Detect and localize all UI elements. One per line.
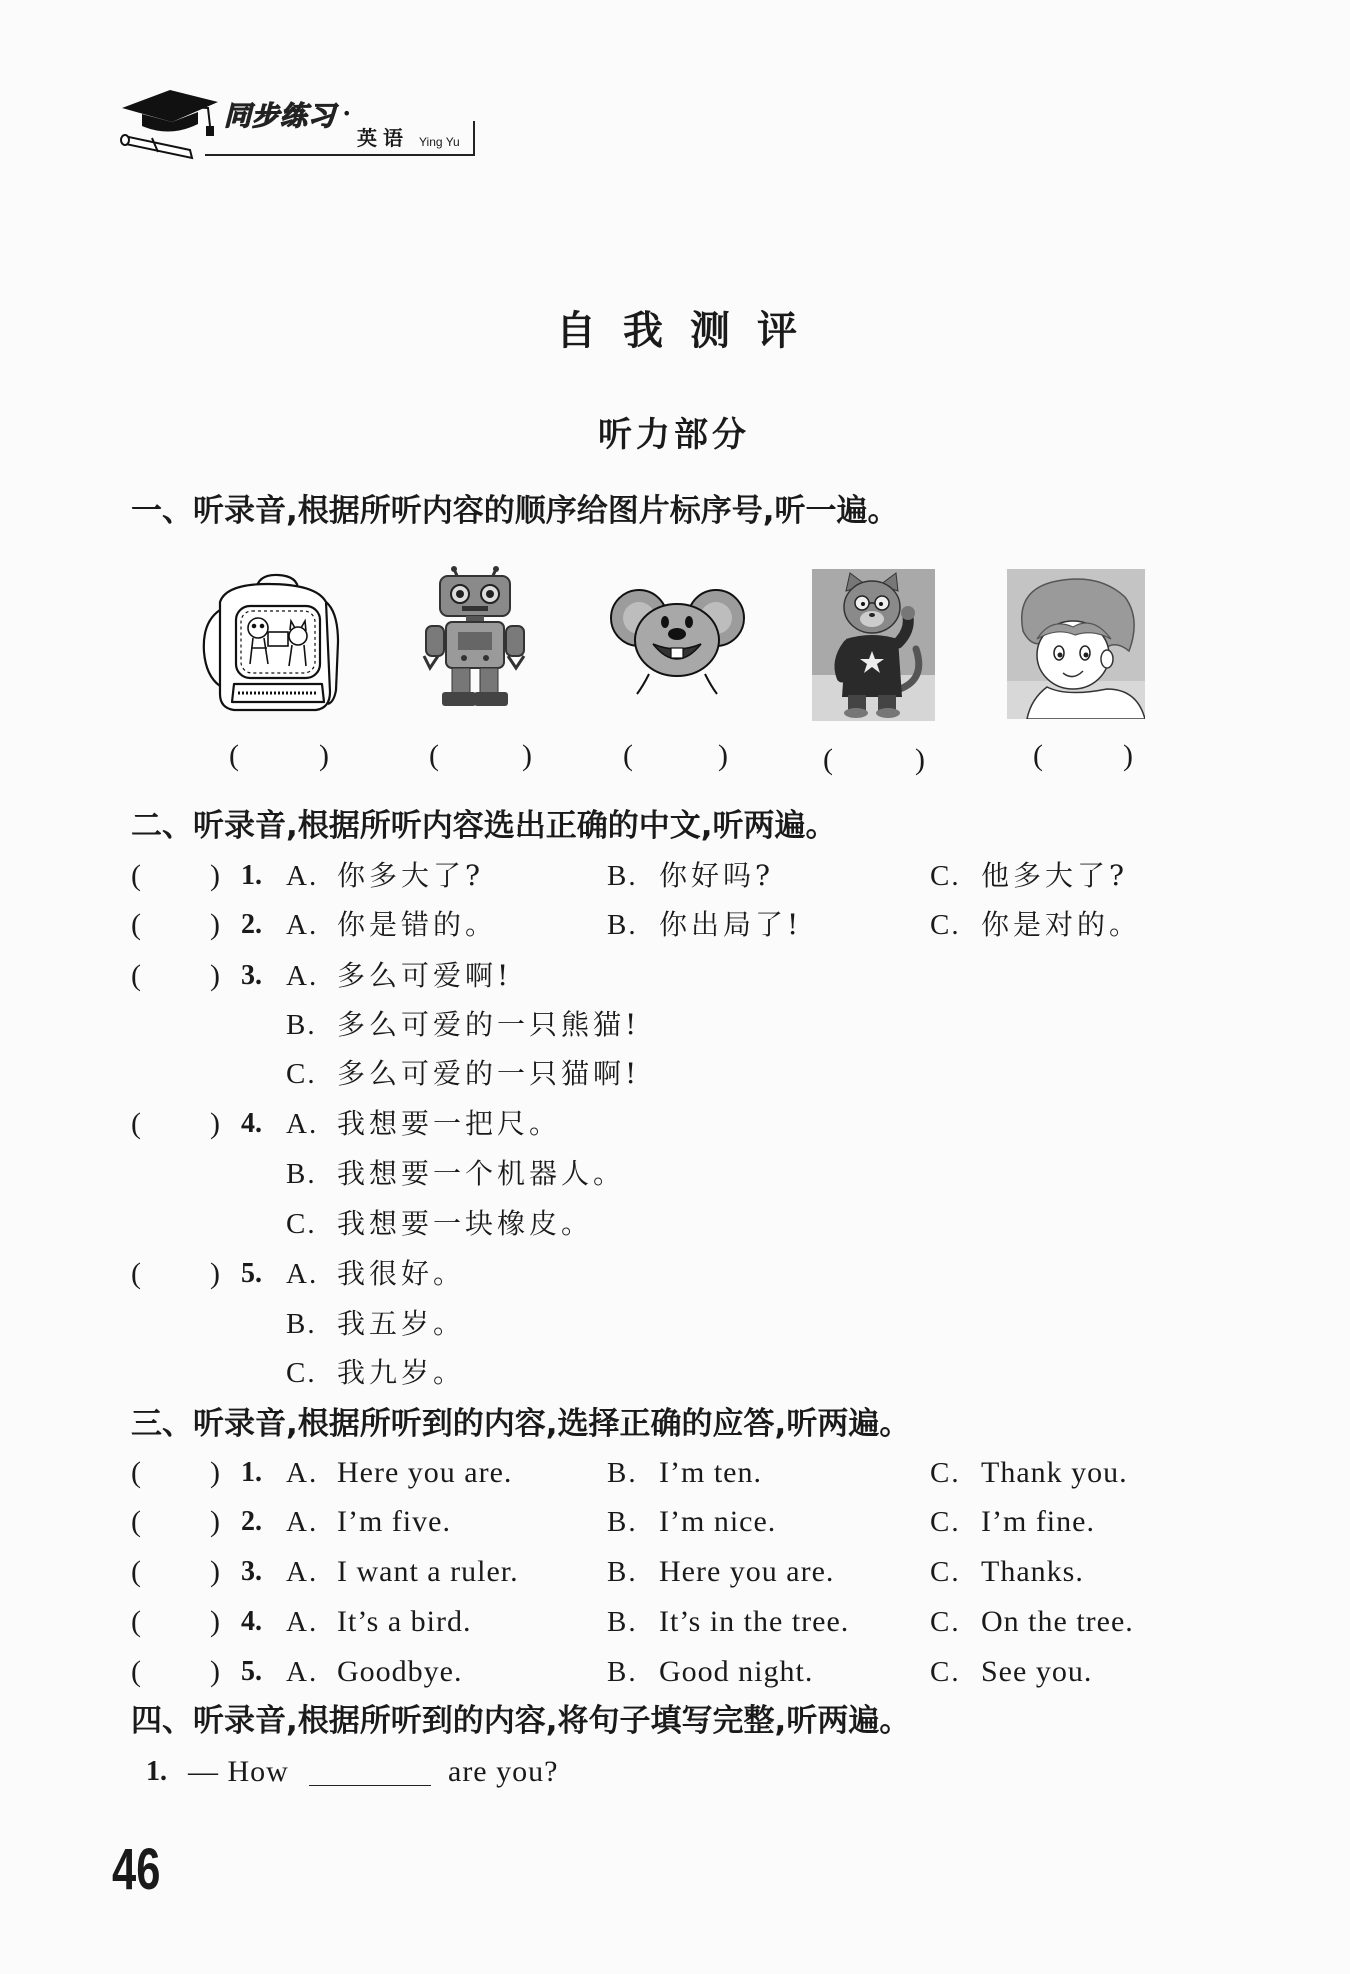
picture-blank-close: ) <box>522 739 532 772</box>
question-row <box>0 900 1350 950</box>
option-text: I’m nice. <box>659 1505 777 1538</box>
option-letter: A. <box>286 1606 319 1638</box>
answer-blank-close: ) <box>210 859 220 892</box>
picture-blank-open: ( <box>229 739 239 772</box>
question-number: 5. <box>241 1258 262 1289</box>
fill-in-row <box>0 1747 1350 1797</box>
option-text: It’s in the tree. <box>659 1605 850 1638</box>
option-letter: A. <box>286 909 319 941</box>
picture-blank-open: ( <box>623 739 633 772</box>
option-letter: C. <box>930 1556 961 1588</box>
option-text: Thanks. <box>981 1555 1084 1588</box>
option-letter: C. <box>930 1457 961 1489</box>
option-letter: A. <box>286 1656 319 1688</box>
cat-icon <box>812 569 935 721</box>
question-row <box>0 1099 1350 1149</box>
question-number: 3. <box>241 1556 262 1587</box>
picture-blank-close: ) <box>718 739 728 772</box>
answer-blank-open: ( <box>131 959 141 992</box>
answer-blank-close: ) <box>210 1555 220 1588</box>
picture-blank-open: ( <box>1033 739 1043 772</box>
option-text: I’m fine. <box>981 1505 1095 1538</box>
option-text: 多么可爱的一只猫啊! <box>337 1057 641 1090</box>
option-text: 你是错的。 <box>337 908 498 941</box>
answer-blank-open: ( <box>131 1505 141 1538</box>
question-row <box>0 1497 1350 1547</box>
option-text: 多么可爱啊! <box>337 959 513 992</box>
question-number: 4. <box>241 1606 262 1637</box>
option-text: Good night. <box>659 1655 814 1688</box>
answer-blank-close: ) <box>210 1655 220 1688</box>
option-letter: B. <box>607 1506 638 1538</box>
item-number: 1. <box>146 1756 167 1787</box>
question-number: 5. <box>241 1656 262 1687</box>
page-title: 自我测评 <box>556 307 824 354</box>
series-title: 同步练习 <box>224 101 336 132</box>
option-letter: A. <box>286 1556 319 1588</box>
sentence-start: — How <box>188 1755 289 1788</box>
option-letter: B. <box>607 1656 638 1688</box>
subject-pinyin: Ying Yu <box>419 135 460 149</box>
section-4-heading: 四、听录音,根据所听到的内容,将句子填写完整,听两遍。 <box>131 1703 911 1739</box>
question-row <box>0 1249 1350 1299</box>
picture-blank-open: ( <box>823 743 833 776</box>
answer-blank-open: ( <box>131 1456 141 1489</box>
question-row <box>0 1597 1350 1647</box>
picture-blank-close: ) <box>1123 739 1133 772</box>
option-letter: A. <box>286 1506 319 1538</box>
option-letter: B. <box>607 1606 638 1638</box>
option-text: 我很好。 <box>337 1257 466 1290</box>
picture-blank-close: ) <box>319 739 329 772</box>
option-letter: C. <box>930 909 961 941</box>
section-1-heading: 一、听录音,根据所听内容的顺序给图片标序号,听一遍。 <box>131 493 899 529</box>
option-text: 我九岁。 <box>337 1356 466 1389</box>
option-text: 他多大了? <box>981 859 1129 892</box>
question-row <box>0 851 1350 901</box>
option-letter: C. <box>286 1208 317 1240</box>
answer-blank-open: ( <box>131 1257 141 1290</box>
option-letter: B. <box>607 909 638 941</box>
question-number: 3. <box>241 960 262 991</box>
subject-label: 英语 <box>357 126 409 150</box>
sentence-end: are you? <box>448 1755 559 1788</box>
question-row <box>0 1647 1350 1697</box>
option-letter: A. <box>286 860 319 892</box>
option-letter: C. <box>930 860 961 892</box>
option-text: 我想要一块橡皮。 <box>337 1207 594 1240</box>
option-letter: C. <box>286 1058 317 1090</box>
answer-blank-open: ( <box>131 1655 141 1688</box>
option-text: Here you are. <box>337 1456 513 1489</box>
option-text: It’s a bird. <box>337 1605 472 1638</box>
option-letter: B. <box>607 1457 638 1489</box>
answer-blank-close: ) <box>210 1505 220 1538</box>
question-number: 2. <box>241 1506 262 1537</box>
mouse-icon <box>609 582 746 696</box>
option-letter: A. <box>286 1258 319 1290</box>
option-row <box>0 1199 1350 1249</box>
option-text: 我五岁。 <box>337 1307 466 1340</box>
question-number: 2. <box>241 909 262 940</box>
option-letter: B. <box>607 860 638 892</box>
option-row <box>0 1348 1350 1398</box>
option-letter: A. <box>286 1457 319 1489</box>
answer-blank-close: ) <box>210 908 220 941</box>
backpack-icon <box>198 572 344 715</box>
option-text: I want a ruler. <box>337 1555 519 1588</box>
answer-blank-close: ) <box>210 1605 220 1638</box>
answer-blank-close: ) <box>210 1456 220 1489</box>
answer-blank-open: ( <box>131 1555 141 1588</box>
option-row <box>0 1049 1350 1099</box>
option-text: I’m ten. <box>659 1456 762 1489</box>
answer-blank-close: ) <box>210 1107 220 1140</box>
girl-icon <box>1007 569 1145 719</box>
option-letter: B. <box>286 1308 317 1340</box>
question-row <box>0 1547 1350 1597</box>
option-text: 你是对的。 <box>981 908 1142 941</box>
answer-blank-open: ( <box>131 859 141 892</box>
answer-underline <box>309 1747 431 1786</box>
option-letter: B. <box>286 1009 317 1041</box>
question-row <box>0 951 1350 1001</box>
header-separator: • <box>342 104 352 123</box>
section-3-heading: 三、听录音,根据所听到的内容,选择正确的应答,听两遍。 <box>131 1406 911 1442</box>
option-text: 我想要一个机器人。 <box>337 1157 626 1190</box>
option-letter: C. <box>930 1656 961 1688</box>
option-letter: C. <box>286 1357 317 1389</box>
section-2-heading: 二、听录音,根据所听内容选出正确的中文,听两遍。 <box>131 808 837 844</box>
option-text: 你好吗? <box>659 859 775 892</box>
option-row <box>0 1000 1350 1050</box>
part-title: 听力部分 <box>598 415 750 455</box>
option-letter: A. <box>286 1108 319 1140</box>
option-text: On the tree. <box>981 1605 1134 1638</box>
question-number: 4. <box>241 1108 262 1139</box>
answer-blank-close: ) <box>210 1257 220 1290</box>
picture-blank-close: ) <box>915 743 925 776</box>
option-text: I’m five. <box>337 1505 451 1538</box>
option-text: Thank you. <box>981 1456 1128 1489</box>
answer-blank-open: ( <box>131 908 141 941</box>
answer-blank-open: ( <box>131 1605 141 1638</box>
option-letter: C. <box>930 1506 961 1538</box>
question-number: 1. <box>241 860 262 891</box>
option-letter: B. <box>286 1158 317 1190</box>
answer-blank-close: ) <box>210 959 220 992</box>
option-text: Here you are. <box>659 1555 835 1588</box>
option-row <box>0 1149 1350 1199</box>
picture-blank-open: ( <box>429 739 439 772</box>
option-letter: C. <box>930 1606 961 1638</box>
question-row <box>0 1448 1350 1498</box>
option-text: 我想要一把尺。 <box>337 1107 562 1140</box>
question-number: 1. <box>241 1457 262 1488</box>
option-text: Goodbye. <box>337 1655 463 1688</box>
option-row <box>0 1299 1350 1349</box>
option-letter: B. <box>607 1556 638 1588</box>
option-text: 多么可爱的一只熊猫! <box>337 1008 641 1041</box>
option-text: 你出局了! <box>659 908 803 941</box>
option-text: 你多大了? <box>337 859 485 892</box>
robot-icon <box>412 566 538 709</box>
answer-blank-open: ( <box>131 1107 141 1140</box>
option-letter: A. <box>286 960 319 992</box>
page-number: 46 <box>112 1837 161 1902</box>
option-text: See you. <box>981 1655 1093 1688</box>
